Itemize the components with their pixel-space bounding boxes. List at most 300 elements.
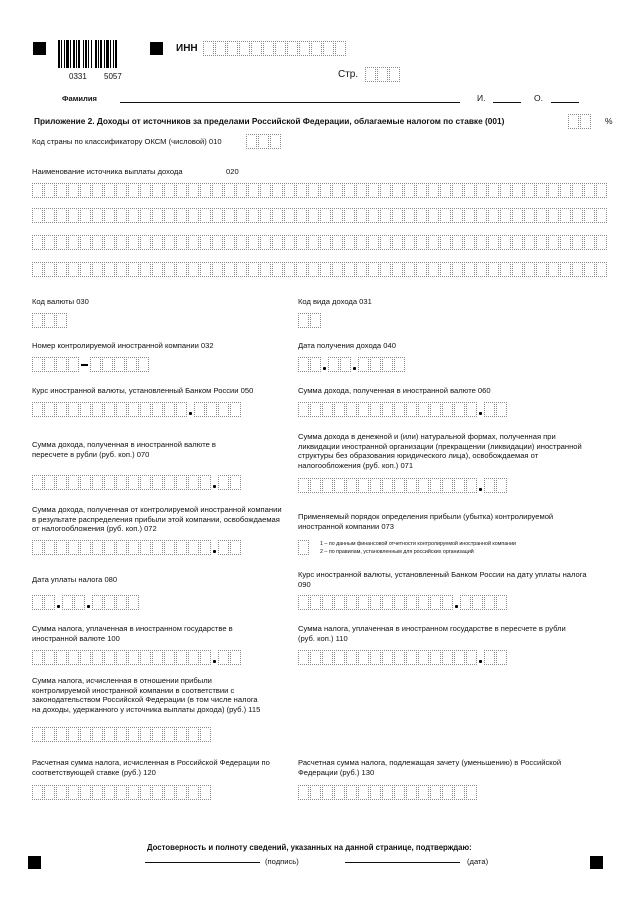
input-cell[interactable] (335, 41, 346, 56)
input-cell[interactable] (92, 235, 103, 250)
input-cell[interactable] (346, 402, 357, 417)
input-cell[interactable] (466, 478, 477, 493)
input-cell[interactable] (188, 183, 199, 198)
input-cell[interactable] (140, 785, 151, 800)
input-cell[interactable] (476, 262, 487, 277)
input-cell[interactable] (224, 183, 235, 198)
input-cell[interactable] (32, 475, 43, 490)
input-cell[interactable] (476, 235, 487, 250)
income-source-field-row-3[interactable] (32, 235, 608, 250)
input-cell[interactable] (128, 235, 139, 250)
input-cell[interactable] (320, 262, 331, 277)
input-cell[interactable] (370, 785, 381, 800)
input-cell[interactable] (596, 183, 607, 198)
income-rub-field[interactable] (32, 475, 242, 490)
input-cell[interactable] (298, 595, 309, 610)
input-cell[interactable] (116, 183, 127, 198)
input-cell[interactable] (44, 650, 55, 665)
input-cell[interactable] (356, 183, 367, 198)
input-cell[interactable] (128, 727, 139, 742)
input-cell[interactable] (484, 595, 495, 610)
input-cell[interactable] (389, 67, 400, 82)
input-cell[interactable] (56, 235, 67, 250)
input-cell[interactable] (346, 785, 357, 800)
input-cell[interactable] (80, 208, 91, 223)
input-cell[interactable] (227, 41, 238, 56)
input-cell[interactable] (536, 183, 547, 198)
input-cell[interactable] (404, 235, 415, 250)
input-cell[interactable] (464, 262, 475, 277)
input-cell[interactable] (500, 235, 511, 250)
input-cell[interactable] (56, 785, 67, 800)
input-cell[interactable] (188, 475, 199, 490)
input-cell[interactable] (44, 475, 55, 490)
input-cell[interactable] (104, 183, 115, 198)
input-cell[interactable] (104, 540, 115, 555)
input-cell[interactable] (454, 785, 465, 800)
input-cell[interactable] (460, 595, 471, 610)
input-cell[interactable] (284, 208, 295, 223)
cfc-tax-field[interactable] (32, 727, 212, 742)
input-cell[interactable] (248, 235, 259, 250)
input-cell[interactable] (296, 262, 307, 277)
input-cell[interactable] (440, 183, 451, 198)
input-cell[interactable] (572, 235, 583, 250)
input-cell[interactable] (176, 475, 187, 490)
input-cell[interactable] (44, 785, 55, 800)
input-cell[interactable] (484, 402, 495, 417)
input-cell[interactable] (116, 540, 127, 555)
input-cell[interactable] (500, 183, 511, 198)
input-cell[interactable] (260, 183, 271, 198)
input-cell[interactable] (334, 595, 345, 610)
input-cell[interactable] (56, 313, 67, 328)
input-cell[interactable] (212, 235, 223, 250)
input-cell[interactable] (308, 183, 319, 198)
surname-line[interactable] (120, 102, 460, 103)
signature-line[interactable] (145, 862, 260, 863)
input-cell[interactable] (380, 262, 391, 277)
input-cell[interactable] (114, 357, 125, 372)
input-cell[interactable] (484, 650, 495, 665)
input-cell[interactable] (80, 262, 91, 277)
input-cell[interactable] (152, 785, 163, 800)
input-cell[interactable] (368, 262, 379, 277)
input-cell[interactable] (512, 235, 523, 250)
input-cell[interactable] (68, 357, 79, 372)
input-cell[interactable] (140, 402, 151, 417)
input-cell[interactable] (128, 475, 139, 490)
input-cell[interactable] (496, 650, 507, 665)
input-cell[interactable] (212, 183, 223, 198)
income-source-field-row-4[interactable] (32, 262, 608, 277)
input-cell[interactable] (358, 650, 369, 665)
creditable-tax-field[interactable] (298, 785, 478, 800)
input-cell[interactable] (322, 650, 333, 665)
input-cell[interactable] (224, 262, 235, 277)
input-cell[interactable] (332, 208, 343, 223)
input-cell[interactable] (452, 235, 463, 250)
input-cell[interactable] (370, 402, 381, 417)
input-cell[interactable] (380, 235, 391, 250)
input-cell[interactable] (152, 727, 163, 742)
input-cell[interactable] (152, 475, 163, 490)
input-cell[interactable] (572, 262, 583, 277)
input-cell[interactable] (568, 114, 579, 129)
input-cell[interactable] (68, 402, 79, 417)
input-cell[interactable] (44, 595, 55, 610)
input-cell[interactable] (418, 650, 429, 665)
input-cell[interactable] (260, 262, 271, 277)
input-cell[interactable] (382, 478, 393, 493)
input-cell[interactable] (68, 208, 79, 223)
input-cell[interactable] (323, 41, 334, 56)
input-cell[interactable] (488, 208, 499, 223)
input-cell[interactable] (230, 540, 241, 555)
input-cell[interactable] (488, 183, 499, 198)
input-cell[interactable] (56, 540, 67, 555)
input-cell[interactable] (258, 134, 269, 149)
input-cell[interactable] (92, 262, 103, 277)
input-cell[interactable] (176, 785, 187, 800)
input-cell[interactable] (322, 478, 333, 493)
input-cell[interactable] (442, 478, 453, 493)
input-cell[interactable] (188, 540, 199, 555)
input-cell[interactable] (68, 727, 79, 742)
input-cell[interactable] (418, 478, 429, 493)
input-cell[interactable] (128, 183, 139, 198)
initial-patronymic-line[interactable] (551, 102, 579, 103)
input-cell[interactable] (126, 357, 137, 372)
input-cell[interactable] (56, 208, 67, 223)
input-cell[interactable] (524, 262, 535, 277)
input-cell[interactable] (44, 183, 55, 198)
input-cell[interactable] (298, 478, 309, 493)
input-cell[interactable] (92, 650, 103, 665)
currency-code-field[interactable] (32, 313, 68, 328)
input-cell[interactable] (176, 235, 187, 250)
profit-method-field[interactable] (298, 540, 310, 555)
input-cell[interactable] (430, 650, 441, 665)
input-cell[interactable] (128, 208, 139, 223)
input-cell[interactable] (310, 402, 321, 417)
date-line[interactable] (345, 862, 460, 863)
input-cell[interactable] (310, 357, 321, 372)
input-cell[interactable] (200, 727, 211, 742)
income-date-field[interactable] (298, 357, 406, 372)
input-cell[interactable] (56, 402, 67, 417)
input-cell[interactable] (140, 650, 151, 665)
income-type-code-field[interactable] (298, 313, 322, 328)
income-source-field-row-1[interactable] (32, 183, 608, 198)
input-cell[interactable] (416, 262, 427, 277)
input-cell[interactable] (452, 262, 463, 277)
input-cell[interactable] (176, 402, 187, 417)
input-cell[interactable] (246, 134, 257, 149)
input-cell[interactable] (311, 41, 322, 56)
cfc-profit-income-field[interactable] (32, 540, 242, 555)
input-cell[interactable] (138, 357, 149, 372)
input-cell[interactable] (212, 208, 223, 223)
input-cell[interactable] (80, 183, 91, 198)
input-cell[interactable] (322, 595, 333, 610)
input-cell[interactable] (92, 595, 103, 610)
input-cell[interactable] (428, 183, 439, 198)
input-cell[interactable] (452, 208, 463, 223)
cfc-number-field[interactable] (32, 357, 150, 372)
input-cell[interactable] (218, 650, 229, 665)
input-cell[interactable] (272, 262, 283, 277)
input-cell[interactable] (358, 402, 369, 417)
input-cell[interactable] (466, 650, 477, 665)
input-cell[interactable] (308, 208, 319, 223)
input-cell[interactable] (152, 183, 163, 198)
input-cell[interactable] (164, 650, 175, 665)
input-cell[interactable] (370, 357, 381, 372)
input-cell[interactable] (116, 475, 127, 490)
input-cell[interactable] (442, 650, 453, 665)
input-cell[interactable] (584, 208, 595, 223)
input-cell[interactable] (116, 402, 127, 417)
input-cell[interactable] (164, 785, 175, 800)
input-cell[interactable] (466, 785, 477, 800)
input-cell[interactable] (380, 208, 391, 223)
input-cell[interactable] (236, 208, 247, 223)
input-cell[interactable] (344, 183, 355, 198)
input-cell[interactable] (152, 540, 163, 555)
inn-field[interactable] (203, 41, 347, 56)
input-cell[interactable] (296, 208, 307, 223)
input-cell[interactable] (358, 357, 369, 372)
input-cell[interactable] (116, 262, 127, 277)
input-cell[interactable] (224, 235, 235, 250)
input-cell[interactable] (44, 235, 55, 250)
input-cell[interactable] (442, 785, 453, 800)
input-cell[interactable] (416, 235, 427, 250)
input-cell[interactable] (394, 595, 405, 610)
input-cell[interactable] (230, 650, 241, 665)
input-cell[interactable] (152, 262, 163, 277)
input-cell[interactable] (560, 208, 571, 223)
input-cell[interactable] (452, 183, 463, 198)
input-cell[interactable] (218, 540, 229, 555)
input-cell[interactable] (176, 208, 187, 223)
input-cell[interactable] (200, 262, 211, 277)
input-cell[interactable] (368, 208, 379, 223)
input-cell[interactable] (488, 235, 499, 250)
input-cell[interactable] (176, 262, 187, 277)
input-cell[interactable] (382, 785, 393, 800)
input-cell[interactable] (476, 208, 487, 223)
input-cell[interactable] (32, 727, 43, 742)
page-number-field[interactable] (365, 67, 401, 82)
input-cell[interactable] (188, 785, 199, 800)
input-cell[interactable] (194, 402, 205, 417)
input-cell[interactable] (406, 785, 417, 800)
input-cell[interactable] (392, 235, 403, 250)
input-cell[interactable] (476, 183, 487, 198)
input-cell[interactable] (548, 235, 559, 250)
input-cell[interactable] (104, 785, 115, 800)
input-cell[interactable] (164, 540, 175, 555)
input-cell[interactable] (472, 595, 483, 610)
input-cell[interactable] (152, 208, 163, 223)
input-cell[interactable] (272, 208, 283, 223)
input-cell[interactable] (500, 262, 511, 277)
input-cell[interactable] (584, 235, 595, 250)
input-cell[interactable] (496, 402, 507, 417)
input-cell[interactable] (500, 208, 511, 223)
input-cell[interactable] (32, 183, 43, 198)
input-cell[interactable] (215, 41, 226, 56)
input-cell[interactable] (584, 183, 595, 198)
input-cell[interactable] (548, 262, 559, 277)
input-cell[interactable] (188, 650, 199, 665)
input-cell[interactable] (68, 262, 79, 277)
input-cell[interactable] (32, 235, 43, 250)
input-cell[interactable] (128, 262, 139, 277)
input-cell[interactable] (298, 402, 309, 417)
input-cell[interactable] (140, 727, 151, 742)
input-cell[interactable] (102, 357, 113, 372)
input-cell[interactable] (380, 183, 391, 198)
input-cell[interactable] (334, 402, 345, 417)
input-cell[interactable] (128, 402, 139, 417)
input-cell[interactable] (104, 475, 115, 490)
input-cell[interactable] (80, 727, 91, 742)
input-cell[interactable] (32, 785, 43, 800)
input-cell[interactable] (270, 134, 281, 149)
input-cell[interactable] (548, 183, 559, 198)
input-cell[interactable] (32, 313, 43, 328)
input-cell[interactable] (370, 478, 381, 493)
input-cell[interactable] (128, 785, 139, 800)
input-cell[interactable] (56, 650, 67, 665)
input-cell[interactable] (440, 262, 451, 277)
input-cell[interactable] (368, 235, 379, 250)
input-cell[interactable] (320, 235, 331, 250)
input-cell[interactable] (188, 727, 199, 742)
input-cell[interactable] (128, 540, 139, 555)
input-cell[interactable] (74, 595, 85, 610)
input-cell[interactable] (382, 357, 393, 372)
input-cell[interactable] (164, 183, 175, 198)
input-cell[interactable] (356, 208, 367, 223)
input-cell[interactable] (428, 208, 439, 223)
input-cell[interactable] (496, 478, 507, 493)
input-cell[interactable] (80, 785, 91, 800)
input-cell[interactable] (418, 595, 429, 610)
input-cell[interactable] (92, 183, 103, 198)
input-cell[interactable] (92, 402, 103, 417)
input-cell[interactable] (392, 208, 403, 223)
input-cell[interactable] (68, 183, 79, 198)
input-cell[interactable] (299, 41, 310, 56)
input-cell[interactable] (496, 595, 507, 610)
input-cell[interactable] (560, 235, 571, 250)
input-cell[interactable] (394, 478, 405, 493)
input-cell[interactable] (140, 235, 151, 250)
input-cell[interactable] (524, 235, 535, 250)
input-cell[interactable] (296, 183, 307, 198)
input-cell[interactable] (406, 478, 417, 493)
input-cell[interactable] (230, 402, 241, 417)
input-cell[interactable] (152, 650, 163, 665)
input-cell[interactable] (442, 402, 453, 417)
input-cell[interactable] (346, 595, 357, 610)
input-cell[interactable] (248, 208, 259, 223)
foreign-tax-foreign-currency-field[interactable] (32, 650, 242, 665)
input-cell[interactable] (572, 183, 583, 198)
input-cell[interactable] (32, 650, 43, 665)
input-cell[interactable] (356, 235, 367, 250)
input-cell[interactable] (596, 208, 607, 223)
input-cell[interactable] (44, 727, 55, 742)
input-cell[interactable] (464, 235, 475, 250)
input-cell[interactable] (404, 262, 415, 277)
input-cell[interactable] (484, 478, 495, 493)
input-cell[interactable] (416, 208, 427, 223)
input-cell[interactable] (322, 785, 333, 800)
input-cell[interactable] (104, 650, 115, 665)
tax-rate-field[interactable] (568, 114, 592, 129)
input-cell[interactable] (200, 235, 211, 250)
input-cell[interactable] (218, 402, 229, 417)
input-cell[interactable] (394, 785, 405, 800)
input-cell[interactable] (580, 114, 591, 129)
input-cell[interactable] (440, 235, 451, 250)
payment-date-rate-field[interactable] (298, 595, 508, 610)
input-cell[interactable] (188, 262, 199, 277)
input-cell[interactable] (116, 650, 127, 665)
input-cell[interactable] (239, 41, 250, 56)
input-cell[interactable] (80, 235, 91, 250)
input-cell[interactable] (263, 41, 274, 56)
input-cell[interactable] (346, 478, 357, 493)
input-cell[interactable] (310, 478, 321, 493)
input-cell[interactable] (56, 262, 67, 277)
input-cell[interactable] (116, 208, 127, 223)
input-cell[interactable] (596, 235, 607, 250)
input-cell[interactable] (128, 650, 139, 665)
input-cell[interactable] (440, 208, 451, 223)
input-cell[interactable] (248, 183, 259, 198)
input-cell[interactable] (370, 650, 381, 665)
input-cell[interactable] (275, 41, 286, 56)
input-cell[interactable] (80, 402, 91, 417)
input-cell[interactable] (80, 475, 91, 490)
input-cell[interactable] (416, 183, 427, 198)
input-cell[interactable] (358, 478, 369, 493)
input-cell[interactable] (62, 595, 73, 610)
input-cell[interactable] (44, 262, 55, 277)
input-cell[interactable] (140, 540, 151, 555)
input-cell[interactable] (200, 208, 211, 223)
input-cell[interactable] (56, 183, 67, 198)
input-cell[interactable] (320, 208, 331, 223)
input-cell[interactable] (140, 183, 151, 198)
input-cell[interactable] (260, 208, 271, 223)
input-cell[interactable] (512, 262, 523, 277)
input-cell[interactable] (334, 478, 345, 493)
input-cell[interactable] (68, 650, 79, 665)
input-cell[interactable] (68, 475, 79, 490)
input-cell[interactable] (236, 183, 247, 198)
input-cell[interactable] (454, 650, 465, 665)
input-cell[interactable] (164, 208, 175, 223)
input-cell[interactable] (430, 785, 441, 800)
input-cell[interactable] (272, 183, 283, 198)
